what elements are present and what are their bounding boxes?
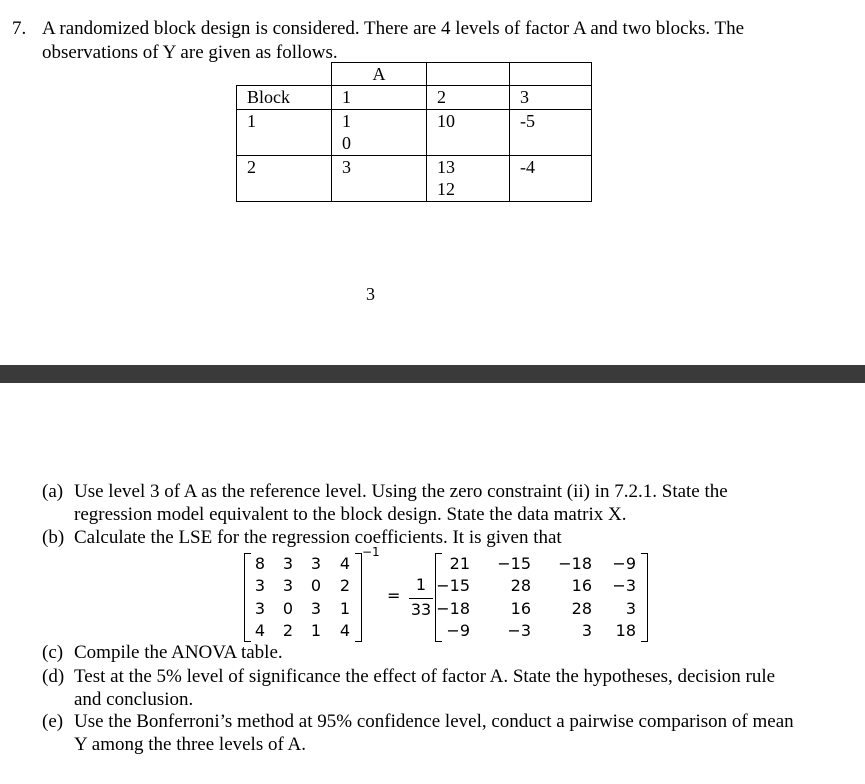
table-cell: 1 (342, 111, 351, 131)
table-header-row (237, 63, 592, 86)
matrix-cell: 28 (571, 599, 592, 618)
matrix-cell: −9 (446, 621, 470, 640)
matrix-cell: −18 (436, 599, 470, 618)
question-text-line-1: A randomized block design is considered. There are 4 levels of factor A and two blocks. The (42, 18, 745, 39)
question-text-line-2: observations of Y are given as follows. (42, 42, 338, 63)
part-label: (d) (42, 666, 65, 687)
matrix-cell: 3 (282, 554, 293, 573)
left-matrix-close-bracket (355, 553, 362, 642)
matrix-cell: 1 (339, 599, 350, 618)
table-cell: 10 (437, 111, 455, 131)
matrix-cell: 0 (282, 599, 293, 618)
matrix-cell: −18 (558, 554, 592, 573)
part-label: (c) (42, 642, 64, 663)
part-text: Use level 3 of A as the reference level. Using the zero constraint (ii) in 7.2.1. State the (74, 481, 728, 502)
matrix-cell: 1 (310, 621, 321, 640)
part-text: regression model equivalent to the block design. State the data matrix X. (74, 504, 627, 525)
matrix-cell: −9 (612, 554, 636, 573)
part-text: Y among the three levels of A. (74, 734, 306, 755)
matrix-cell: 16 (571, 576, 592, 595)
equals-sign: = (387, 586, 401, 605)
table-cell: -4 (520, 157, 535, 177)
matrix-cell: −15 (497, 554, 531, 573)
matrix-cell: 2 (339, 576, 350, 595)
factor-a-header: A (332, 63, 427, 86)
matrix-cell: 3 (254, 576, 265, 595)
table-row (237, 110, 592, 156)
part-label: (b) (42, 527, 65, 548)
observations-table (236, 62, 592, 202)
page-divider (0, 365, 865, 383)
part-label: (a) (42, 481, 64, 502)
matrix-cell: 8 (254, 554, 265, 573)
block-label: 2 (237, 156, 332, 202)
matrix-cell: 4 (339, 554, 350, 573)
part-label: (e) (42, 711, 64, 732)
part-text: Use the Bonferroni’s method at 95% confidence level, conduct a pairwise comparison of mean (74, 711, 794, 732)
matrix-cell: 21 (449, 554, 470, 573)
matrix-cell: 3 (254, 599, 265, 618)
matrix-cell: 3 (581, 621, 592, 640)
matrix-cell: 28 (510, 576, 531, 595)
table-row (237, 86, 592, 110)
table-cell: 12 (437, 179, 455, 199)
matrix-cell: 2 (282, 621, 293, 640)
matrix-cell: 0 (310, 576, 321, 595)
matrix-cell: 3 (625, 599, 636, 618)
part-text: and conclusion. (74, 689, 194, 710)
inverse-exponent: −1 (362, 545, 380, 559)
table-cell: 0 (342, 133, 351, 153)
fraction-numerator: 1 (415, 575, 427, 594)
matrix-cell: 18 (615, 621, 636, 640)
level-header: 1 (332, 86, 427, 110)
matrix-cell: 4 (254, 621, 265, 640)
table-cell: 3 (342, 157, 351, 177)
page-number: 3 (366, 284, 375, 304)
table-cell: -5 (520, 111, 535, 131)
block-header: Block (237, 86, 332, 110)
level-header: 3 (510, 86, 592, 110)
matrix-cell: −15 (436, 576, 470, 595)
matrix-cell: −3 (612, 576, 636, 595)
part-text: Compile the ANOVA table. (74, 642, 283, 663)
part-text: Calculate the LSE for the regression coefficients. It is given that (74, 527, 562, 548)
table-cell: 13 (437, 157, 455, 177)
right-matrix-close-bracket (641, 553, 648, 642)
matrix-cell: 3 (282, 576, 293, 595)
question-number: 7. (12, 18, 27, 39)
table-row (237, 156, 592, 202)
matrix-cell: 3 (310, 599, 321, 618)
fraction-denominator: 33 (410, 600, 432, 619)
part-text: Test at the 5% level of significance the effect of factor A. State the hypotheses, decision rule (74, 666, 776, 687)
matrix-cell: 3 (310, 554, 321, 573)
matrix-cell: −3 (507, 621, 531, 640)
block-label: 1 (237, 110, 332, 156)
matrix-cell: 16 (510, 599, 531, 618)
matrix-cell: 4 (339, 621, 350, 640)
level-header: 2 (427, 86, 510, 110)
